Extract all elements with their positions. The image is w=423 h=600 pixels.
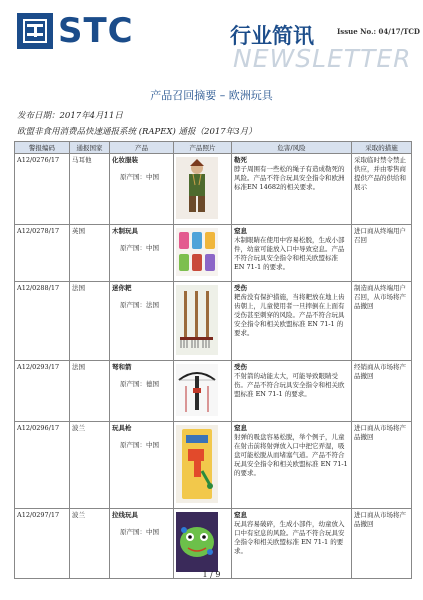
issue-number: Issue No.: 04/17/TCD — [337, 27, 420, 36]
cell-photo — [174, 509, 232, 579]
cell-measure: 进口商从终端用户召回 — [352, 225, 412, 282]
table-row — [15, 422, 412, 509]
product-name: 木制玩具 — [112, 227, 138, 235]
toy-gun-photo — [176, 425, 218, 503]
table-row — [15, 361, 412, 422]
table-header-row — [15, 142, 412, 154]
product-name: 拉线玩具 — [112, 511, 138, 519]
cell-product — [110, 361, 174, 422]
cell-photo — [174, 361, 232, 422]
col-header-code: 警报编码 — [15, 142, 70, 154]
hazard-title: 窒息 — [234, 424, 247, 432]
cell-country: 英国 — [70, 225, 110, 282]
product-name: 迷你耙 — [112, 284, 132, 292]
hazard-detail: 玩具容易破碎，生成小部件，幼童放入口中有窒息的风险。产品不符合玩具安全指令和相关欧盟标准 EN 71-1 的要求。 — [234, 520, 345, 555]
product-origin: 原产国：中国 — [120, 528, 159, 536]
cell-measure: 进口商从市场将产品撤回 — [352, 509, 412, 579]
col-header-hazard: 危害/风险 — [232, 142, 352, 154]
hazard-detail: 射弹的吸盘容易松脱，举个例子，儿童在射击前将射弹放入口中把它弄湿，吸盘可能松脱从而堵塞气道。产品不符合玩具安全指令和相关欧盟标准 EN 71-1 的要求。 — [234, 433, 348, 477]
col-header-product: 产品 — [110, 142, 174, 154]
product-name: 玩具枪 — [112, 424, 132, 432]
cell-measure: 制造商从终端用户召回，从市场将产品撤回 — [352, 282, 412, 361]
product-origin: 原产国：中国 — [120, 173, 159, 181]
mini-rake-photo — [176, 285, 218, 355]
cell-photo — [174, 225, 232, 282]
product-name: 弩和箭 — [112, 363, 132, 371]
col-header-measure: 采取的措施 — [352, 142, 412, 154]
newsletter-title-cn: 行业简讯 — [230, 24, 314, 48]
product-name: 化妆服装 — [112, 156, 138, 164]
cell-country: 波兰 — [70, 509, 110, 579]
product-origin: 原产国：法国 — [120, 301, 159, 309]
cell-code: A12/0296/17 — [15, 422, 70, 509]
cell-hazard — [232, 282, 352, 361]
cell-photo — [174, 422, 232, 509]
page-subtitle: 欧盟非食用消费品快速通报系统 (RAPEX) 通报（2017年3月） — [17, 127, 257, 137]
cell-product — [110, 422, 174, 509]
cell-hazard — [232, 154, 352, 225]
stc-logo-mark — [17, 13, 53, 49]
cell-country: 马耳他 — [70, 154, 110, 225]
cell-hazard — [232, 509, 352, 579]
col-header-photo: 产品照片 — [174, 142, 232, 154]
cell-product — [110, 282, 174, 361]
cell-product — [110, 225, 174, 282]
cell-hazard — [232, 361, 352, 422]
cell-code: A12/0297/17 — [15, 509, 70, 579]
pull-string-toy-photo — [176, 512, 218, 572]
hazard-title: 受伤 — [234, 363, 247, 371]
product-origin: 原产国：中国 — [120, 244, 159, 252]
table-row — [15, 282, 412, 361]
cell-code: A12/0288/17 — [15, 282, 70, 361]
hazard-title: 窒息 — [234, 511, 247, 519]
hazard-title: 窒息 — [234, 227, 247, 235]
cell-code: A12/0278/17 — [15, 225, 70, 282]
cell-code: A12/0293/17 — [15, 361, 70, 422]
product-origin: 原产国：德国 — [120, 380, 159, 388]
table-row — [15, 225, 412, 282]
newsletter-title-en: NEWSLETTER — [233, 44, 412, 73]
cell-hazard — [232, 422, 352, 509]
cell-country: 波兰 — [70, 422, 110, 509]
cell-product — [110, 509, 174, 579]
cell-product — [110, 154, 174, 225]
page-number: 1 / 9 — [202, 570, 221, 579]
cell-measure: 进口商从市场将产品撤回 — [352, 422, 412, 509]
hazard-detail: 不射箭的动能太大，可能导致眼睛受伤。产品不符合玩具安全指令和相关欧盟标准 EN 71-1 的要求。 — [234, 372, 345, 398]
product-origin: 原产国：中国 — [120, 441, 159, 449]
page-title: 产品召回摘要 – 欧洲玩具 — [150, 89, 273, 102]
costume-photo — [176, 157, 218, 219]
cell-country: 法国 — [70, 282, 110, 361]
cell-measure: 经销商从市场将产品撤回 — [352, 361, 412, 422]
wooden-toys-photo — [176, 228, 218, 276]
col-header-country: 通报国家 — [70, 142, 110, 154]
cell-photo — [174, 154, 232, 225]
logo-text: STC — [58, 11, 134, 51]
crossbow-photo — [176, 364, 218, 416]
hazard-detail: 耙齿没有保护措施，当将耙放在地上齿齿朝上，儿童使用者一旦摔倒在上面有受伤甚至刺穿的风险。产品不符合玩具安全指令和相关欧盟标准 EN 71-1 的要求。 — [234, 293, 345, 337]
cell-hazard — [232, 225, 352, 282]
hazard-title: 勒死 — [234, 156, 247, 164]
cell-photo — [174, 282, 232, 361]
cell-measure: 采取临时禁令禁止供应，并由零售商提供产品的供给和展示 — [352, 154, 412, 225]
hazard-title: 受伤 — [234, 284, 247, 292]
table-row — [15, 154, 412, 225]
publish-date: 发布日期：2017年4月11日 — [17, 111, 123, 121]
recall-table — [14, 141, 412, 579]
cell-country: 法国 — [70, 361, 110, 422]
hazard-detail: 脖子周围有一些松的绳子有造成勒死的风险。产品不符合玩具安全指令和欧洲标准EN 14682的相关要求。 — [234, 165, 345, 191]
table-row — [15, 509, 412, 579]
hazard-detail: 木制眼睛在使用中容易松脱，生成小部件，幼童可能放入口中导致窒息。产品不符合玩具安全指令和相关欧盟标准 EN 71-1 的要求。 — [234, 236, 345, 271]
cell-code: A12/0276/17 — [15, 154, 70, 225]
